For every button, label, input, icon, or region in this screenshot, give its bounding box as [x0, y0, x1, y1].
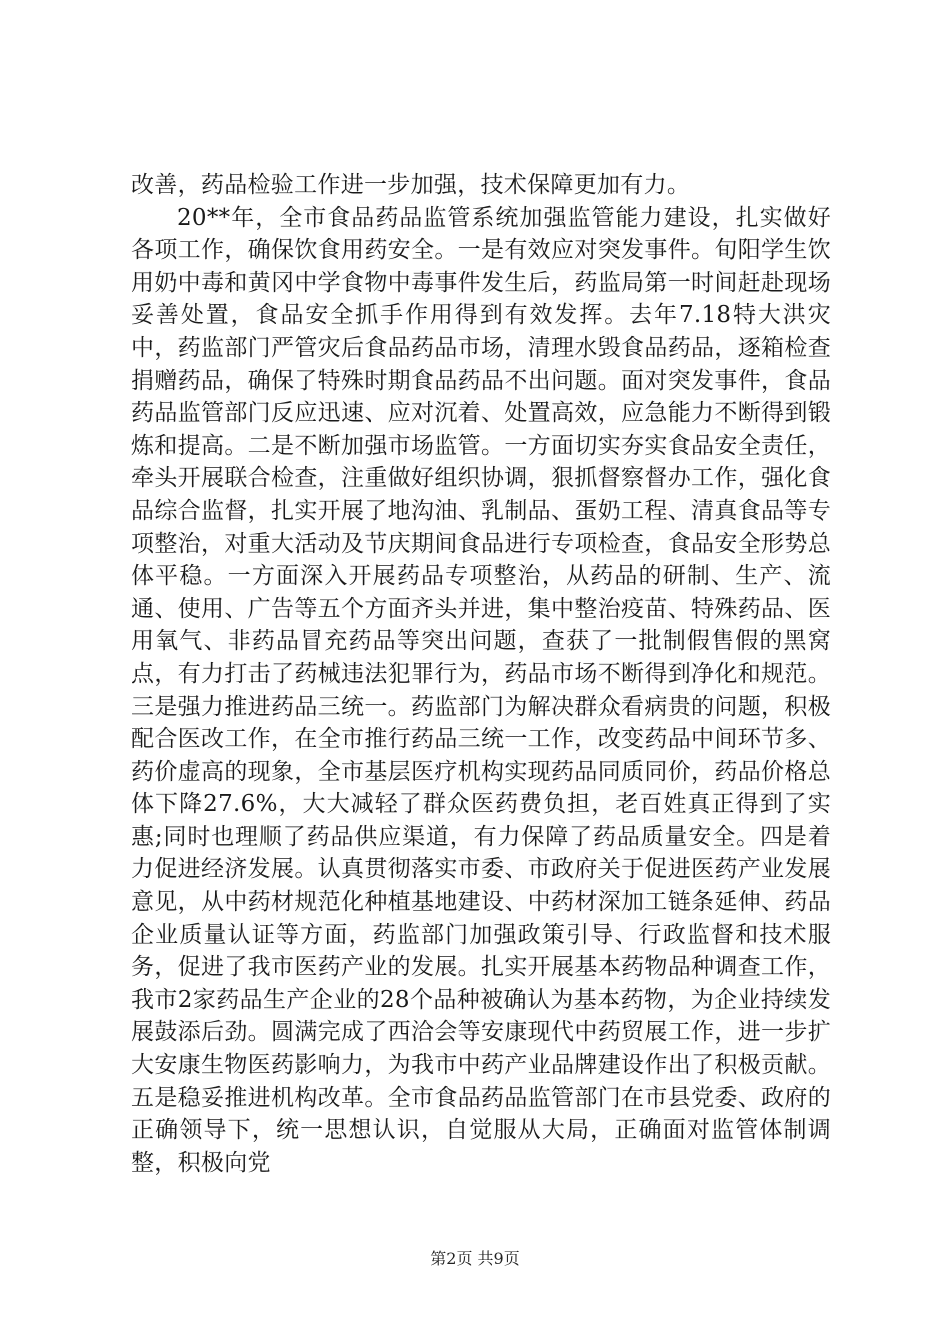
page-footer	[0, 1246, 950, 1269]
page-number-label: 第2页 共9页	[430, 1249, 520, 1268]
paragraph-continuation: 改善，药品检验工作进一步加强，技术保障更加有力。	[131, 172, 691, 198]
document-body	[131, 169, 831, 1179]
paragraph-main: 20**年，全市食品药品监管系统加强监管能力建设，扎实做好各项工作，确保饮食用药安全。一是有效应对突发事件。旬阳学生饮用奶中毒和黄冈中学食物中毒事件发生后，药监局第一时间赶赴现场妥善处置，食品安全抓手作用得到有效发挥。去年7.18特大洪灾中，药监部门严管灾后食品药品市场，清理水毁食品药品，逐箱检查捐赠药品，确保了特殊时期食品药品不出问题。面对突发事件，食品药品监管部门反应迅速、应对沉着、处置高效，应急能力不断得到锻炼和提高。二是不断加强市场监管。一方面切实夯实食品安全责任，牵头开展联合检查，注重做好组织协调，狠抓督察督办工作，强化食品综合监督，扎实开展了地沟油、乳制品、蛋奶工程、清真食品等专项整治，对重大活动及节庆期间食品进行专项检查，食品安全形势总体平稳。一方面深入开展药品专项整治，从药品的研制、生产、流通、使用、广告等五个方面齐头并进，集中整治疫苗、特殊药品、医用氧气、非药品冒充药品等突出问题，查获了一批制假售假的黑窝点，有力打击了药械违法犯罪行为，药品市场不断得到净化和规范。三是强力推进药品三统一。药监部门为解决群众看病贵的问题，积极配合医改工作，在全市推行药品三统一工作，改变药品中间环节多、药价虚高的现象，全市基层医疗机构实现药品同质同价，药品价格总体下降27.6%，大大减轻了群众医药费负担，老百姓真正得到了实惠;同时也理顺了药品供应渠道，有力保障了药品质量安全。四是着力促进经济发展。认真贯彻落实市委、市政府关于促进医药产业发展意见，从中药材规范化种植基地建设、中药材深加工链条延伸、药品企业质量认证等方面，药监部门加强政策引导、行政监督和技术服务，促进了我市医药产业的发展。扎实开展基本药物品种调查工作，我市2家药品生产企业的28个品种被确认为基本药物，为企业持续发展鼓添后劲。圆满完成了西洽会等安康现代中药贸展工作，进一步扩大安康生物医药影响力，为我市中药产业品牌建设作出了积极贡献。五是稳妥推进机构改革。全市食品药品监管部门在市县党委、政府的正确领导下，统一思想认识，自觉服从大局，正确面对监管体制调整，积极向党	[131, 204, 831, 1176]
